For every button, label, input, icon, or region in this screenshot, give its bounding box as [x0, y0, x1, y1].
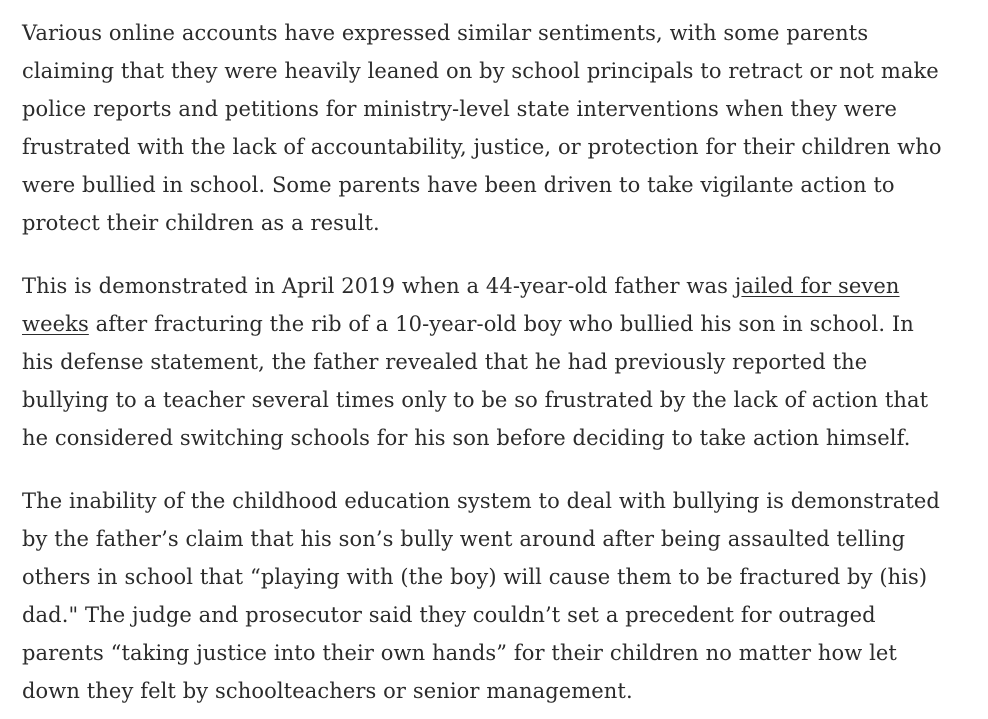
article-body	[22, 14, 942, 710]
paragraph-3: The inability of the childhood education system to deal with bullying is demonstrated by the father’s claim that his son’s bully went around after being assaulted telling others in school that “playing with (the boy) will cause them to be fractured by (his) dad." The judge and prosecutor said they couldn’t set a precedent for outraged parents “taking justice into their own hands” for their children no matter how let down they felt by schoolteachers or senior management.	[22, 489, 940, 703]
paragraph-1: Various online accounts have expressed similar sentiments, with some parents claiming that they were heavily leaned on by school principals to retract or not make police reports and petitions for ministry-level state interventions when they were frustrated with the lack of accountability, justice, or protection for their children who were bullied in school. Some parents have been driven to take vigilante action to protect their children as a result.	[22, 21, 942, 235]
jailed-for-seven-weeks-link[interactable]: ailed for seven weeks	[22, 274, 900, 336]
paragraph-2	[22, 267, 942, 457]
paragraph-2-text-before: This is demonstrated in April 2019 when a 44-year-old father was j	[22, 274, 742, 298]
paragraph-2-text-after: after fracturing the rib of a 10-year-old boy who bullied his son in school. In his defense statement, the father revealed that he had previously reported the bullying to a teacher several times only to be so frustrated by the lack of action that he considered switching schools for his son before deciding to take action himself.	[22, 312, 929, 450]
